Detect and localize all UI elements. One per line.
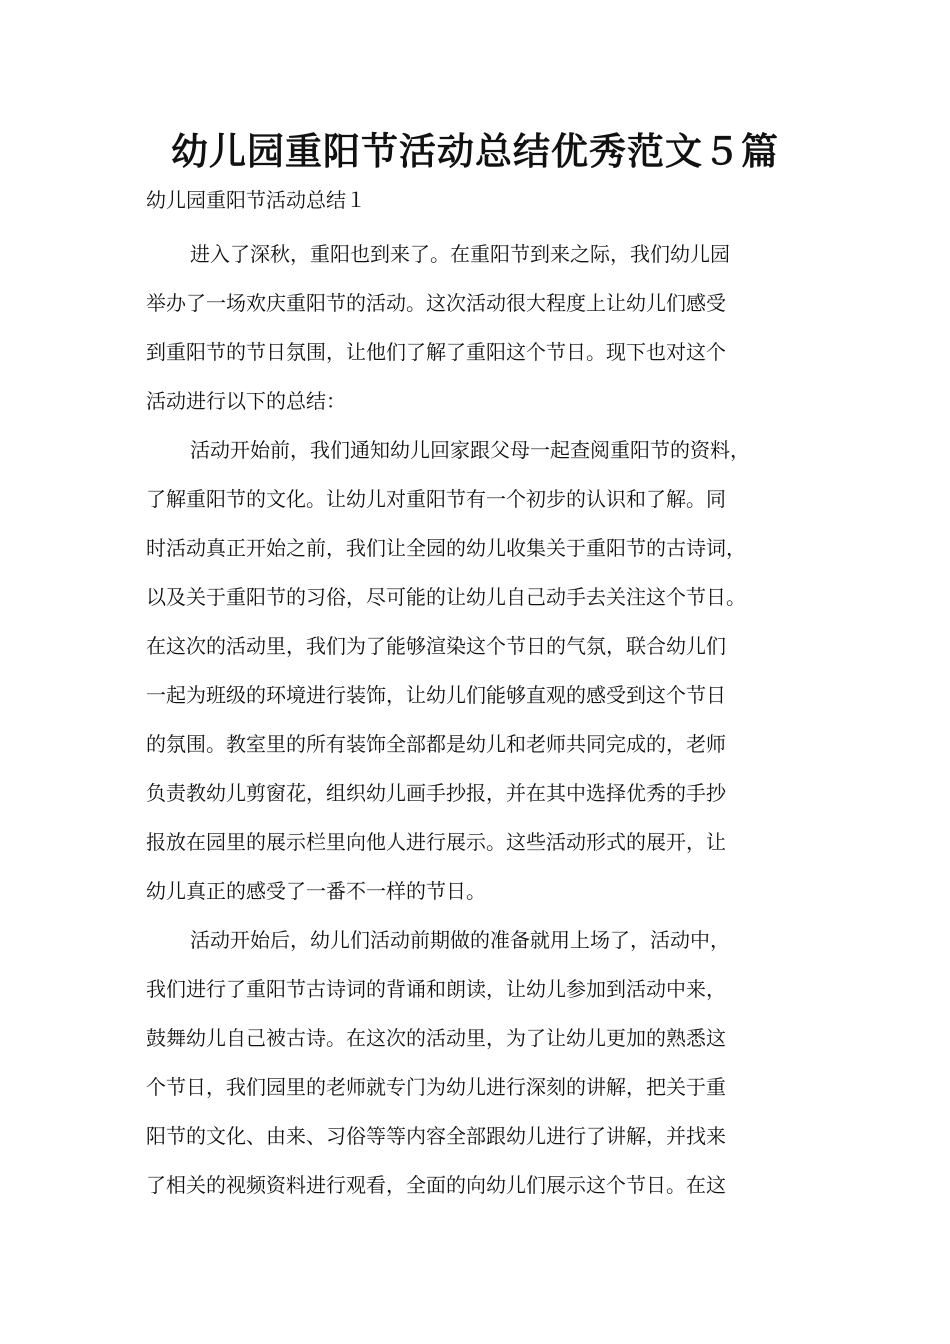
- document-title: 幼儿园重阳节活动总结优秀范文５篇: [171, 130, 779, 173]
- paragraph: [146, 230, 818, 426]
- paragraph-line: 活动开始后，幼儿们活动前期做的准备就用上场了，活动中，: [190, 928, 730, 952]
- paragraph-line: 阳节的文化、由来、习俗等等内容全部跟幼儿进行了讲解，并找来: [146, 1124, 726, 1148]
- paragraph-line: 举办了一场欢庆重阳节的活动。这次活动很大程度上让幼儿们感受: [146, 291, 726, 315]
- paragraph-line: 活动进行以下的总结：: [146, 389, 346, 413]
- paragraph-line: 我们进行了重阳节古诗词的背诵和朗读，让幼儿参加到活动中来，: [146, 977, 726, 1001]
- paragraph-line: 幼儿真正的感受了一番不一样的节日。: [146, 879, 486, 903]
- paragraph-line: 时活动真正开始之前，我们让全园的幼儿收集关于重阳节的古诗词，: [146, 536, 746, 560]
- paragraph-line: 活动开始前，我们通知幼儿回家跟父母一起查阅重阳节的资料，: [190, 438, 750, 462]
- paragraph: [146, 916, 818, 1210]
- paragraph-line: 在这次的活动里，我们为了能够渲染这个节日的气氛，联合幼儿们: [146, 634, 726, 658]
- paragraph-line: 个节日，我们园里的老师就专门为幼儿进行深刻的讲解，把关于重: [146, 1075, 726, 1099]
- paragraph-line: 鼓舞幼儿自己被古诗。在这次的活动里，为了让幼儿更加的熟悉这: [146, 1026, 726, 1050]
- paragraph-line: 的氛围。教室里的所有装饰全部都是幼儿和老师共同完成的，老师: [146, 732, 726, 756]
- paragraph-line: 一起为班级的环境进行装饰，让幼儿们能够直观的感受到这个节日: [146, 683, 726, 707]
- paragraph: [146, 426, 818, 916]
- document-body: [146, 230, 818, 1210]
- paragraph-line: 进入了深秋，重阳也到来了。在重阳节到来之际，我们幼儿园: [190, 242, 730, 266]
- paragraph-line: 到重阳节的节日氛围，让他们了解了重阳这个节日。现下也对这个: [146, 340, 726, 364]
- paragraph-line: 了解重阳节的文化。让幼儿对重阳节有一个初步的认识和了解。同: [146, 487, 726, 511]
- paragraph-line: 以及关于重阳节的习俗，尽可能的让幼儿自己动手去关注这个节日。: [146, 585, 746, 609]
- paragraph-line: 了相关的视频资料进行观看，全面的向幼儿们展示这个节日。在这: [146, 1173, 726, 1197]
- paragraph-line: 负责教幼儿剪窗花，组织幼儿画手抄报，并在其中选择优秀的手抄: [146, 781, 726, 805]
- section-heading: 幼儿园重阳节活动总结１: [146, 188, 366, 212]
- paragraph-line: 报放在园里的展示栏里向他人进行展示。这些活动形式的展开，让: [146, 830, 726, 854]
